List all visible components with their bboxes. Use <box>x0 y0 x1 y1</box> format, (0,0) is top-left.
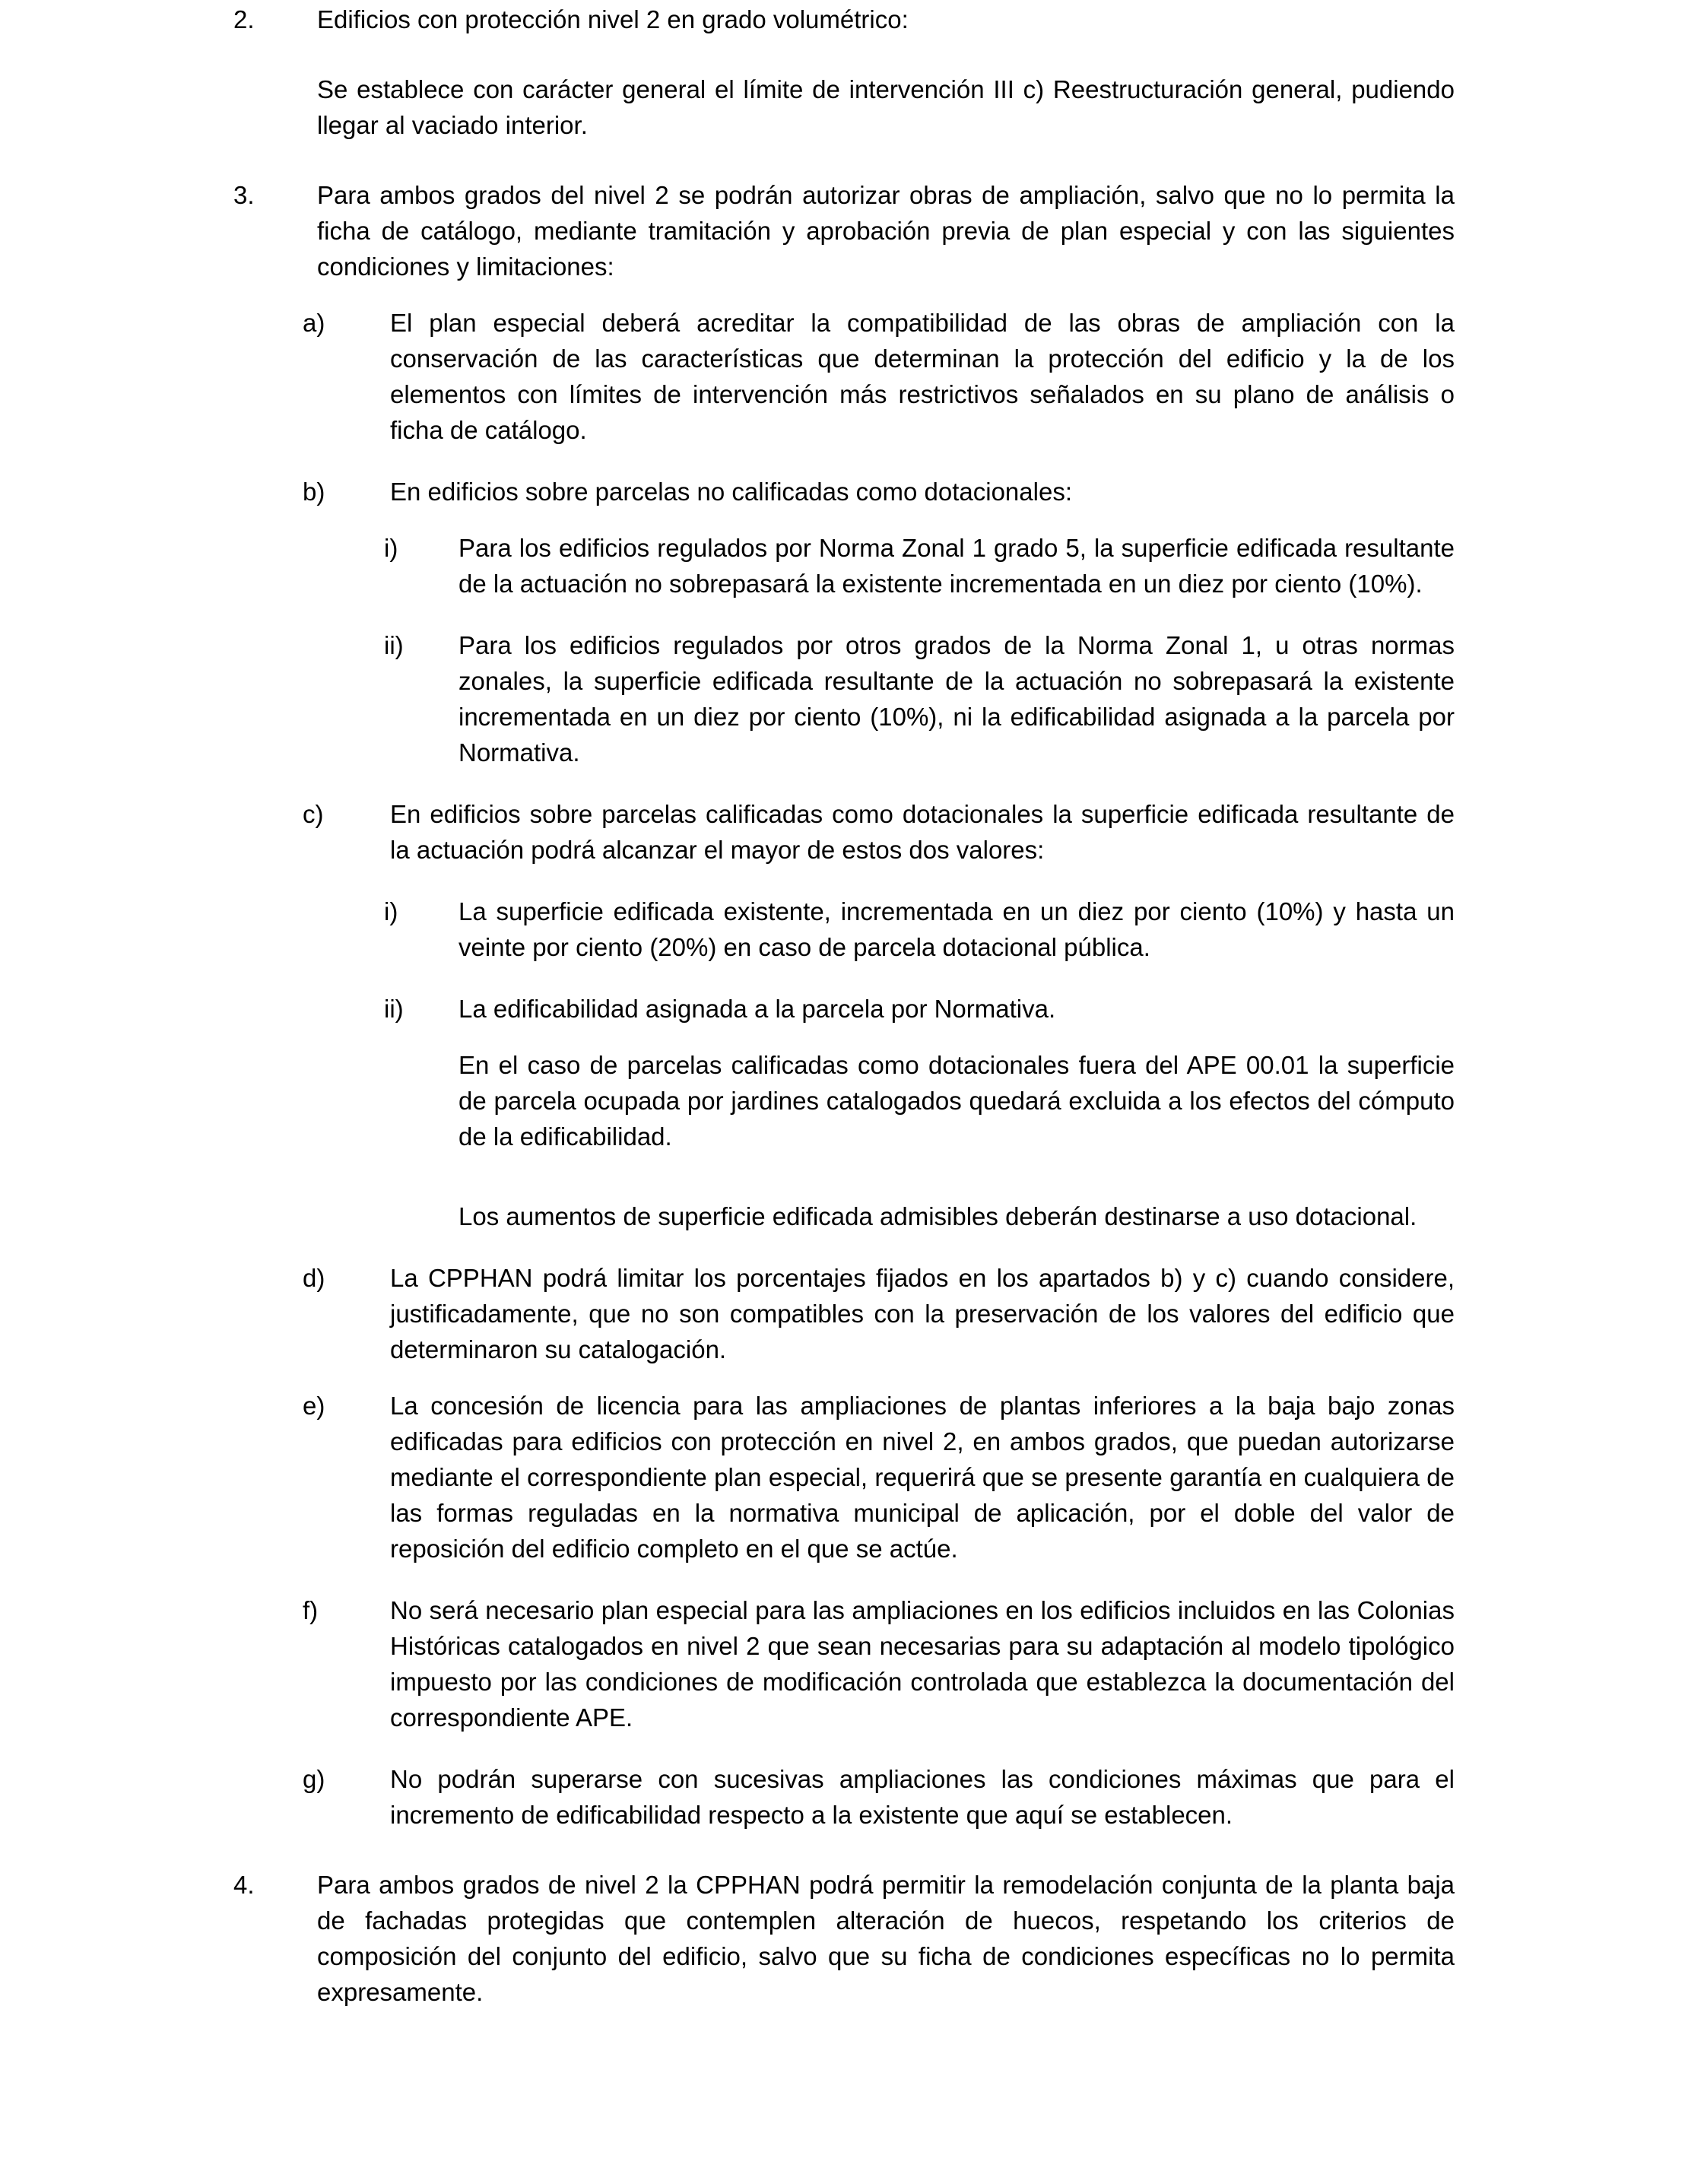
list-item-text: La CPPHAN podrá limitar los porcentajes fijados en los apartados b) y c) cuando considere, justificadamente, que no son compatibles con la preservación de los valores del edificio que determinaron su catalogación. <box>390 1264 1455 1363</box>
list-marker: b) <box>303 478 325 506</box>
list-marker: f) <box>303 1596 319 1624</box>
list-item-text: Para ambos grados de nivel 2 la CPPHAN podrá permitir la remodelación conjunta de la planta baja de fachadas protegidas que contemplen alteración de huecos, respetando los criterios de composición del conjunto del edificio, salvo que su ficha de condiciones específicas no lo permita expresamente. <box>317 1871 1455 2006</box>
list-item-b <box>233 474 1455 509</box>
list-item-4 <box>233 1867 1455 2010</box>
list-item-text: El plan especial deberá acreditar la compatibilidad de las obras de ampliación con la conservación de las características que determinan la protección del edificio y la de los elementos con límites de intervención más restrictivos señalados en su plano de análisis o ficha de catálogo. <box>390 309 1455 444</box>
paragraph-ape-exclusion <box>233 1047 1455 1154</box>
list-item-a <box>233 305 1455 448</box>
list-item-text: Para los edificios regulados por Norma Zonal 1 grado 5, la superficie edificada resultante de la actuación no sobrepasará la existente incrementada en un diez por ciento (10%). <box>458 534 1455 598</box>
list-marker: 2. <box>233 5 255 33</box>
list-item-f <box>233 1592 1455 1735</box>
list-item-b-ii <box>233 627 1455 770</box>
paragraph-text: Se establece con carácter general el límite de intervención III c) Reestructuración general, pudiendo llegar al vaciado interior. <box>317 75 1455 139</box>
list-item-c-ii <box>233 991 1455 1027</box>
list-marker: e) <box>303 1392 325 1420</box>
list-item-g <box>233 1761 1455 1833</box>
list-marker: ii) <box>384 631 404 659</box>
list-item-text: La edificabilidad asignada a la parcela por Normativa. <box>458 995 1056 1023</box>
paragraph-text: En el caso de parcelas calificadas como dotacionales fuera del APE 00.01 la superficie de parcela ocupada por jardines catalogados quedará excluida a los efectos del cómputo de la edificabilidad. <box>458 1051 1455 1151</box>
list-item-text: No será necesario plan especial para las ampliaciones en los edificios incluidos en las Colonias Históricas catalogados en nivel 2 que sean necesarias para su adaptación al modelo tipológico impuesto por las condiciones de modificación controlada que establezca la documentación del correspondiente APE. <box>390 1596 1455 1732</box>
list-item-2 <box>233 2 1455 37</box>
list-item-text: La concesión de licencia para las ampliaciones de plantas inferiores a la baja bajo zonas edificadas para edificios con protección en nivel 2, en ambos grados, que puedan autorizarse mediante el correspondiente plan especial, requerirá que se presente garantía en cualquiera de las formas reguladas en la normativa municipal de aplicación, por el doble del valor de reposición del edificio completo en el que se actúe. <box>390 1392 1455 1563</box>
paragraph-text: Los aumentos de superficie edificada admisibles deberán destinarse a uso dotacional. <box>458 1202 1417 1230</box>
list-item-b-i <box>233 530 1455 602</box>
list-item-text: No podrán superarse con sucesivas ampliaciones las condiciones máximas que para el incremento de edificabilidad respecto a la existente que aquí se establecen. <box>390 1765 1455 1829</box>
list-marker: 4. <box>233 1871 255 1899</box>
list-marker: ii) <box>384 995 404 1023</box>
list-item-3 <box>233 177 1455 284</box>
list-marker: 3. <box>233 181 255 209</box>
list-marker: i) <box>384 534 398 562</box>
list-item-text: Para ambos grados del nivel 2 se podrán autorizar obras de ampliación, salvo que no lo permita la ficha de catálogo, mediante tramitación y aprobación previa de plan especial y con las siguientes condiciones y limitaciones: <box>317 181 1455 281</box>
paragraph-uso-dotacional <box>233 1198 1455 1234</box>
list-item-c <box>233 796 1455 868</box>
list-item-e <box>233 1388 1455 1567</box>
paragraph-se-establece <box>233 71 1455 143</box>
list-item-text: Edificios con protección nivel 2 en grado volumétrico: <box>317 5 909 33</box>
list-item-text: En edificios sobre parcelas no calificadas como dotacionales: <box>390 478 1072 506</box>
list-item-text: La superficie edificada existente, incrementada en un diez por ciento (10%) y hasta un veinte por ciento (20%) en caso de parcela dotacional pública. <box>458 897 1455 961</box>
list-marker: d) <box>303 1264 325 1292</box>
list-marker: i) <box>384 897 398 925</box>
list-item-d <box>233 1260 1455 1367</box>
list-item-text: En edificios sobre parcelas calificadas como dotacionales la superficie edificada resultante de la actuación podrá alcanzar el mayor de estos dos valores: <box>390 800 1455 864</box>
list-marker: g) <box>303 1765 325 1793</box>
list-marker: c) <box>303 800 324 828</box>
list-item-c-i <box>233 894 1455 965</box>
list-item-text: Para los edificios regulados por otros grados de la Norma Zonal 1, u otras normas zonales, la superficie edificada resultante de la actuación no sobrepasará la existente incrementada en un diez por ciento (10%), ni la edificabilidad asignada a la parcela por Normativa. <box>458 631 1455 767</box>
list-marker: a) <box>303 309 325 337</box>
